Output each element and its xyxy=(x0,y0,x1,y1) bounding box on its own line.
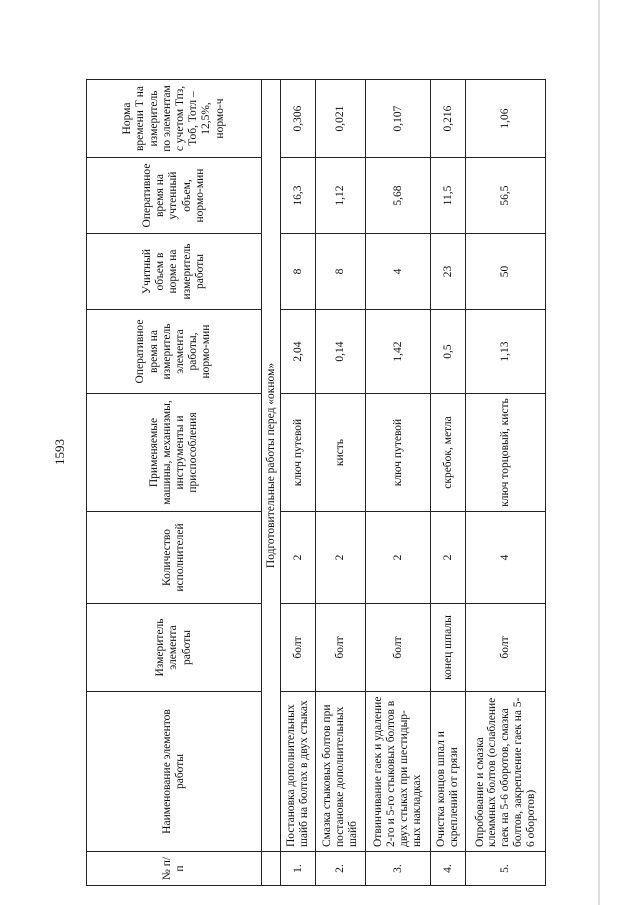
table-row xyxy=(316,80,366,886)
cell-op-time: 0,14 xyxy=(316,310,366,394)
cell-name: Опробование и смазка клеммных болтов (ослабление гаек на 5-6 оборотов, смазка болтов, закрепление гаек на 5-6 оборотов) xyxy=(466,692,546,852)
header-unit: Измеритель элемента работы xyxy=(87,604,262,692)
section-row xyxy=(262,80,281,886)
section-blank-cell xyxy=(262,852,281,886)
cell-unit: болт xyxy=(466,604,546,692)
cell-unit: конец шпалы xyxy=(431,604,466,692)
cell-tools: кисть xyxy=(316,394,366,512)
cell-volume: 8 xyxy=(316,234,366,310)
table-row xyxy=(466,80,546,886)
cell-norm: 0,216 xyxy=(431,80,466,158)
cell-op-time: 0,5 xyxy=(431,310,466,394)
cell-norm: 1,06 xyxy=(466,80,546,158)
cell-volume: 4 xyxy=(366,234,431,310)
norms-table xyxy=(86,79,546,886)
cell-volume: 23 xyxy=(431,234,466,310)
cell-workers: 2 xyxy=(281,512,316,604)
cell-num: 3. xyxy=(366,852,431,886)
header-tools: Применяемые машины, механизмы, инструменты и приспособления xyxy=(87,394,262,512)
header-op-time-volume: Оперативное время на учтенный объем, нормо-мин xyxy=(87,158,262,234)
cell-tools: скребок, метла xyxy=(431,394,466,512)
page-edge xyxy=(598,0,600,905)
cell-op-time-volume: 11,5 xyxy=(431,158,466,234)
cell-op-time-volume: 56,5 xyxy=(466,158,546,234)
cell-name: Постановка дополнительных шайб на болтах в двух стыках xyxy=(281,692,316,852)
rotated-table-wrapper xyxy=(86,80,546,886)
cell-norm: 0,021 xyxy=(316,80,366,158)
cell-volume: 8 xyxy=(281,234,316,310)
cell-name: Отвинчивание гаек и удаление 2-го и 5-го стыковых болтов в двух стыках при шестидыр-ных накладках xyxy=(366,692,431,852)
cell-op-time: 1,42 xyxy=(366,310,431,394)
header-num: № п/п xyxy=(87,852,262,886)
cell-tools: ключ путевой xyxy=(281,394,316,512)
header-op-time: Оперативное время на измеритель элемента работы, нормо-мин xyxy=(87,310,262,394)
cell-num: 5. xyxy=(466,852,546,886)
cell-num: 1. xyxy=(281,852,316,886)
page-number: 1593 xyxy=(52,439,67,465)
cell-op-time: 2,04 xyxy=(281,310,316,394)
cell-workers: 4 xyxy=(466,512,546,604)
cell-workers: 2 xyxy=(431,512,466,604)
cell-workers: 2 xyxy=(316,512,366,604)
cell-name: Очистка концов шпал и скреплений от грязи xyxy=(431,692,466,852)
cell-tools: ключ путевой xyxy=(366,394,431,512)
cell-tools: ключ торцовый, кисть xyxy=(466,394,546,512)
cell-op-time-volume: 1,12 xyxy=(316,158,366,234)
cell-norm: 0,107 xyxy=(366,80,431,158)
cell-name: Смазка стыковых болтов при постановке дополнительных шайб xyxy=(316,692,366,852)
cell-volume: 50 xyxy=(466,234,546,310)
cell-num: 4. xyxy=(431,852,466,886)
cell-workers: 2 xyxy=(366,512,431,604)
header-row xyxy=(87,80,262,886)
header-norm: Норма времени Т на измеритель по элементам с учетом Тпз, Тоб, Тотл – 12,5%, нормо-ч xyxy=(87,80,262,158)
section-title: Подготовительные работы перед «окном» xyxy=(262,80,281,852)
cell-norm: 0,306 xyxy=(281,80,316,158)
header-name: Наименование элементов работы xyxy=(87,692,262,852)
header-workers: Количество исполнителей xyxy=(87,512,262,604)
table-row xyxy=(366,80,431,886)
table-row xyxy=(431,80,466,886)
cell-unit: болт xyxy=(316,604,366,692)
cell-op-time: 1,13 xyxy=(466,310,546,394)
cell-num: 2. xyxy=(316,852,366,886)
cell-unit: болт xyxy=(366,604,431,692)
cell-unit: болт xyxy=(281,604,316,692)
cell-op-time-volume: 16,3 xyxy=(281,158,316,234)
cell-op-time-volume: 5,68 xyxy=(366,158,431,234)
table-row xyxy=(281,80,316,886)
header-volume: Учитный объем в норме на измеритель работы xyxy=(87,234,262,310)
